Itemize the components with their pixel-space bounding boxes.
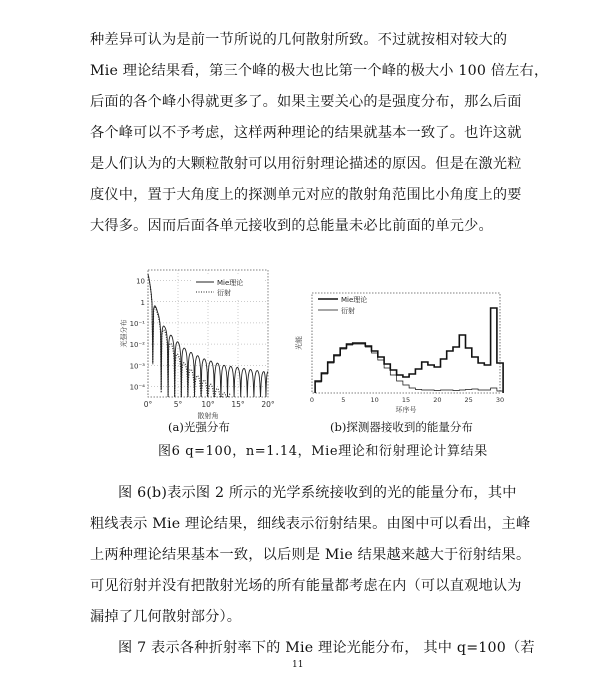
text-line: 图 7 表示各种折射率下的 Mie 理论光能分布， 其中 q=100（若 (118, 640, 535, 656)
text-line: 粗线表示 Mie 理论结果，细线表示衍射结果。由图中可以看出，主峰 (90, 516, 531, 532)
page-number: 11 (292, 660, 304, 670)
series-diffraction (315, 344, 503, 393)
chart-a-light-intensity (118, 262, 278, 422)
x-tick-label: 5 (341, 396, 346, 404)
y-tick-label: 10⁻³ (129, 362, 145, 371)
x-axis-label: 环序号 (395, 406, 417, 414)
chart-b-energy-distribution (290, 285, 510, 420)
x-tick-label: 15 (401, 396, 411, 404)
x-tick-label: 20 (433, 396, 442, 404)
figure-title: 图6 q=100，n=1.14，Mie理论和衍射理论计算结果 (158, 444, 488, 459)
y-axis-label: 光能 (295, 336, 303, 350)
y-tick-label: 10⁻¹ (129, 319, 145, 328)
text-line: 各个峰可以不予考虑，这样两种理论的结果就基本一致了。也许这就 (90, 125, 522, 141)
paragraph-2 (90, 478, 531, 633)
y-tick-label: 10⁻⁴ (129, 383, 145, 392)
legend-label: Mie理论 (341, 296, 368, 304)
y-tick-label: 10⁻² (129, 341, 145, 350)
text-line: 漏掉了几何散射部分）。 (90, 609, 242, 625)
y-tick-label: 10 (136, 277, 145, 286)
legend-label: 衍射 (341, 307, 355, 315)
text-line: 是人们认为的大颗粒散射可以用衍射理论描述的原因。但是在激光粒 (90, 156, 522, 172)
paragraph-1 (90, 25, 549, 242)
text-line: Mie 理论结果看，第三个峰的极大也比第一个峰的极大小 100 倍左右， (90, 63, 549, 79)
series-mie (315, 308, 503, 393)
legend-label: Mie理论 (217, 279, 244, 287)
text-line: 大得多。因而后面各单元接收到的总能量未必比前面的单元少。 (90, 218, 493, 234)
text-line: 上两种理论结果基本一致，以后则是 Mie 结果越来越大于衍射结果。 (90, 547, 531, 563)
legend-label: 衍射 (217, 289, 231, 297)
text-line: 种差异可认为是前一节所说的几何散射所致。不过就按相对较大的 (90, 32, 508, 48)
text-line: 度仪中，置于大角度上的探测单元对应的散射角范围比小角度上的要 (90, 187, 522, 203)
text-line: 后面的各个峰小得就更多了。如果主要关心的是强度分布，那么后面 (90, 94, 522, 110)
text-line: 可见衍射并没有把散射光场的所有能量都考虑在内（可以直观地认为 (90, 578, 522, 594)
text-line: 图 6(b)表示图 2 所示的光学系统接收到的光的能量分布，其中 (118, 485, 517, 501)
x-tick-label: 25 (464, 396, 473, 404)
x-tick-label: 10° (201, 400, 215, 409)
x-tick-label: 10 (370, 396, 379, 404)
x-tick-label: 15° (231, 400, 245, 409)
x-tick-label: 30 (495, 396, 505, 404)
x-tick-label: 20° (261, 400, 275, 409)
caption-b: (b)探测器接收到的能量分布 (330, 420, 473, 434)
x-tick-label: 5° (173, 400, 183, 409)
y-tick-label: 1 (140, 298, 145, 307)
y-axis-label: 光强分布 (120, 319, 128, 348)
x-axis-label: 散射角 (197, 412, 219, 420)
caption-a: (a)光强分布 (168, 420, 230, 434)
x-tick-label: 0° (143, 400, 153, 409)
x-tick-label: 0 (309, 396, 315, 404)
